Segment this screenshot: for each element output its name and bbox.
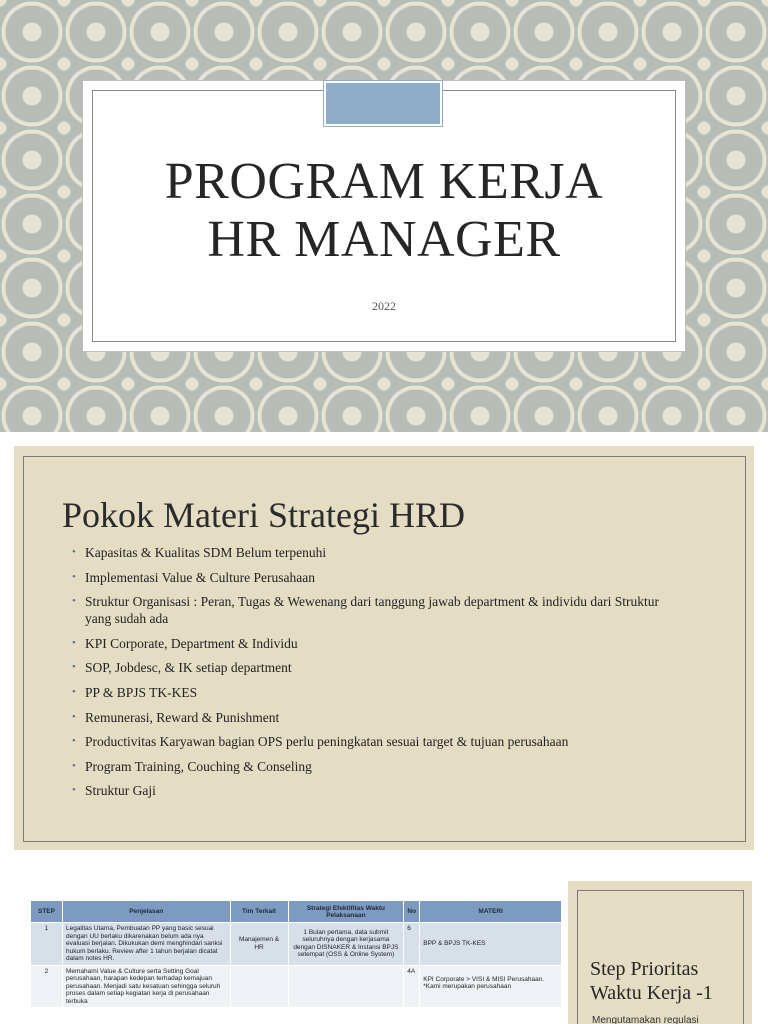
cell-tim bbox=[230, 965, 288, 1008]
title-slide bbox=[0, 0, 768, 432]
title-line-1: PROGRAM KERJA bbox=[164, 153, 604, 210]
bullet-item: • SOP, Jobdesc, & IK setiap department bbox=[72, 659, 672, 676]
bullet-item: • Kapasitas & Kualitas SDM Belum terpenuhi bbox=[72, 544, 672, 561]
cell-penjelasan: Memahami Value & Culture serta Setting Goal perusahaan, harapan kedepan terhadap kemajuan perusahaan. Menjadi satu kesatuan sehingga seluruh proses dalam setiap kegiatan kerja di perusahaan terbuka bbox=[62, 965, 230, 1008]
step-table-slide bbox=[14, 864, 562, 1024]
step-priority-slide bbox=[568, 881, 752, 1024]
title-card bbox=[82, 80, 686, 352]
header-no: No bbox=[404, 901, 420, 923]
bullet-item: • Struktur Organisasi : Peran, Tugas & Wewenang dari tanggung jawab department & individu dari Struktur yang sudah ada bbox=[72, 593, 672, 627]
cell-strategi bbox=[288, 965, 404, 1008]
cell-no: 6 bbox=[404, 923, 420, 966]
strategy-title: Pokok Materi Strategi HRD bbox=[62, 495, 465, 535]
cell-materi: KPI Corporate > VISI & MISI Perusahaan. *Kami merupakan perusahaan bbox=[420, 965, 562, 1008]
cell-penjelasan: Legalitas Utama, Pembuatan PP yang basic sesuai dengan UU berlaku dikarenakan belum ada nya evaluasi berjalan. Dikukukan demi menghindari sanksi hukum berlaku. Review after 1 tahun berjalan dicatat dalam notes HR. bbox=[62, 923, 230, 966]
title-tab-decoration bbox=[324, 81, 442, 126]
step-priority-body: Mengutamakan regulasi bbox=[592, 1015, 699, 1024]
bullet-item: • Implementasi Value & Culture Perusahaan bbox=[72, 569, 672, 586]
slide-subtitle: 2022 bbox=[372, 299, 396, 313]
cell-materi: BPP & BPJS TK-KES bbox=[420, 923, 562, 966]
bullet-item: • Productivitas Karyawan bagian OPS perlu peningkatan sesuai target & tujuan perusahaan bbox=[72, 733, 672, 750]
cell-no: 4A bbox=[404, 965, 420, 1008]
header-tim-terkait: Tim Terkait bbox=[230, 901, 288, 923]
step-priority-title bbox=[590, 957, 713, 1005]
cell-step: 2 bbox=[31, 965, 63, 1008]
table-row bbox=[31, 923, 562, 966]
header-penjelasan: Penjelasan bbox=[62, 901, 230, 923]
strategy-bullet-list bbox=[72, 544, 672, 807]
bullet-item: • Struktur Gaji bbox=[72, 782, 672, 799]
header-strategi: Strategi Efektifitas Waktu Pelaksanaan bbox=[288, 901, 404, 923]
step-table bbox=[30, 900, 562, 1008]
step-priority-title-line-1: Step Prioritas bbox=[590, 958, 699, 980]
bullet-item: • PP & BPJS TK-KES bbox=[72, 684, 672, 701]
title-line-2: HR MANAGER bbox=[207, 211, 561, 268]
cell-step: 1 bbox=[31, 923, 63, 966]
cell-tim: Manajemen & HR bbox=[230, 923, 288, 966]
cell-strategi: 1 Bulan pertama, data submit seluruhnya dengan kerjasama dengan DISNAKER & Instansi BPJS setempat (OSS & Online System) bbox=[288, 923, 404, 966]
table-row bbox=[31, 965, 562, 1008]
header-step: STEP bbox=[31, 901, 63, 923]
bullet-item: • Program Training, Couching & Conseling bbox=[72, 758, 672, 775]
strategy-slide bbox=[14, 446, 754, 850]
bullet-item: • Remunerasi, Reward & Punishment bbox=[72, 709, 672, 726]
step-priority-title-line-2: Waktu Kerja -1 bbox=[590, 982, 713, 1004]
bullet-item: • KPI Corporate, Department & Individu bbox=[72, 635, 672, 652]
slide-title bbox=[83, 153, 685, 269]
header-materi: MATERI bbox=[420, 901, 562, 923]
table-header-row bbox=[31, 901, 562, 923]
